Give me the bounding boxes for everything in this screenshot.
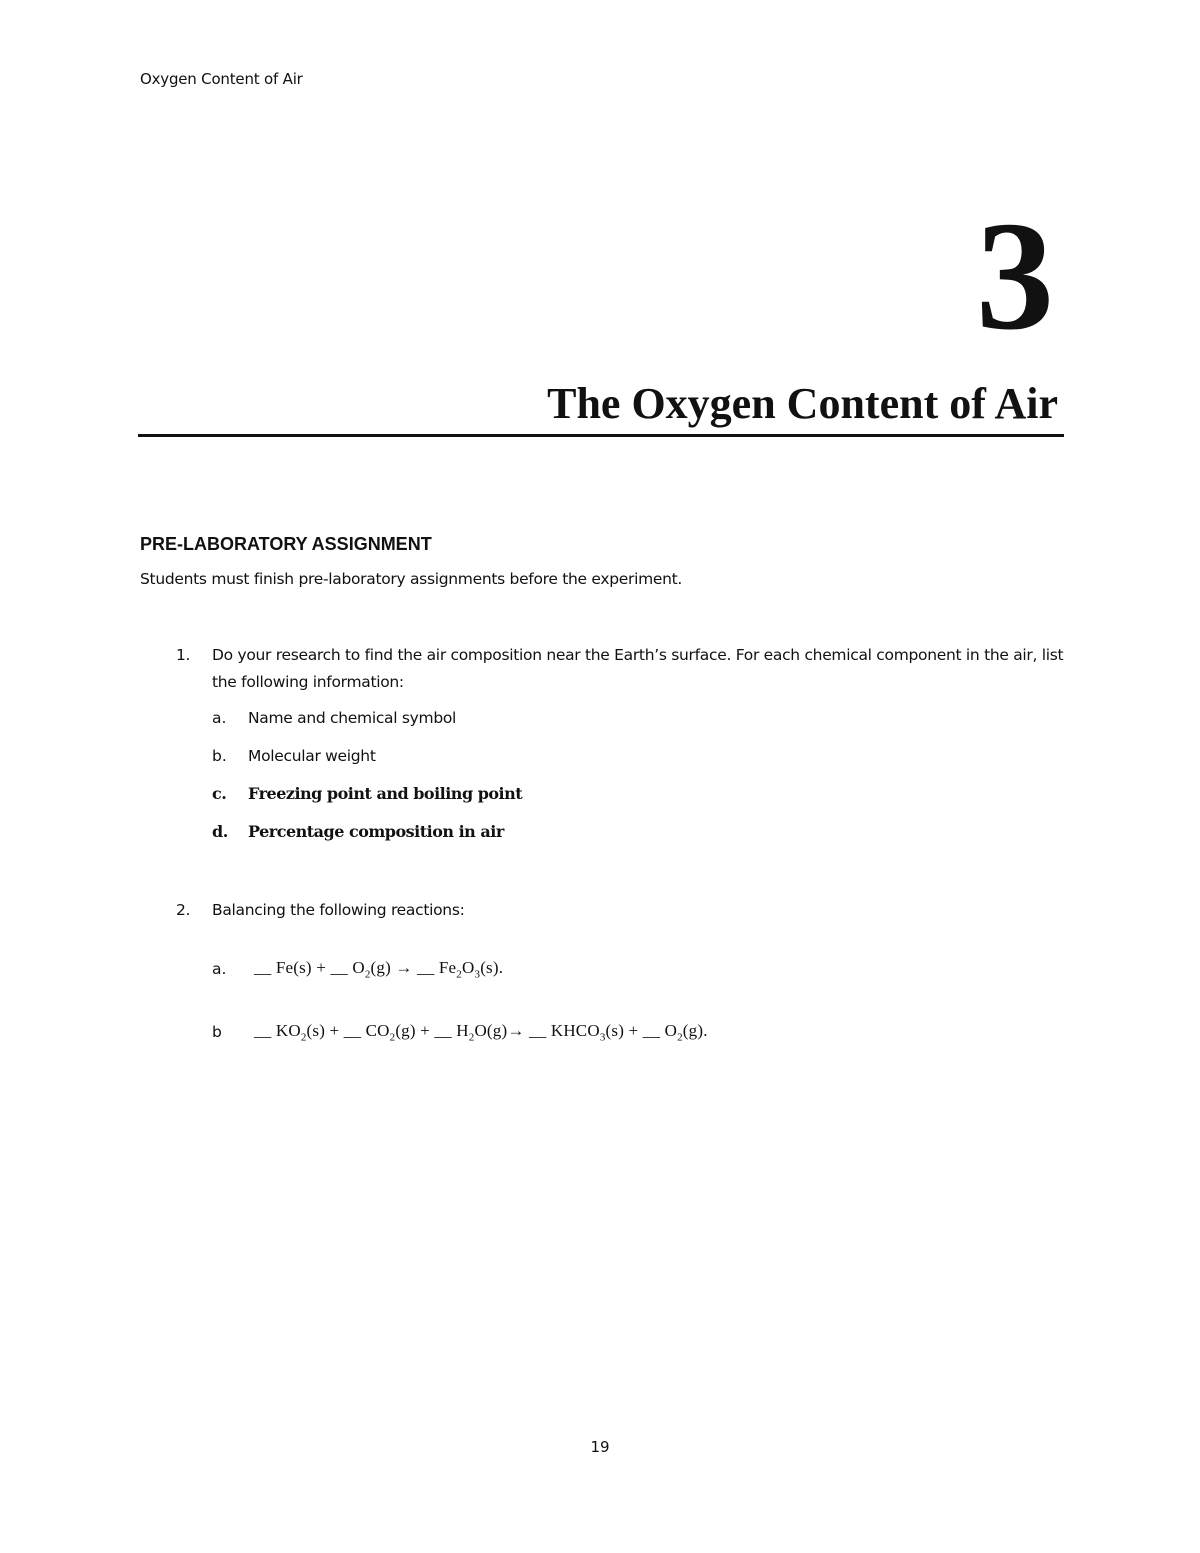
question-1-number: 1. <box>176 646 191 664</box>
item-1a-label: a. <box>212 709 227 727</box>
item-1b-label: b. <box>212 747 227 765</box>
page-number: 19 <box>590 1438 610 1456</box>
item-1d-label: d. <box>212 822 228 841</box>
question-1-text: Do your research to find the air composition near the Earth’s surface. For each chemical component in the air, list the following information: <box>212 646 1064 691</box>
running-header: Oxygen Content of Air <box>140 70 303 88</box>
equation-a: __ Fe(s) + __ $O_2(g)$ → __ $Fe_2O_3(s)$. <box>254 958 504 981</box>
item-1a-text: Name and chemical symbol <box>248 709 457 727</box>
item-1c-text: Freezing point and boiling point <box>248 784 523 803</box>
intro-text: Students must finish pre-laboratory assignments before the experiment. <box>140 570 683 588</box>
item-1c-label: c. <box>212 784 227 803</box>
title-rule <box>138 434 1064 437</box>
question-2-text: Balancing the following reactions: <box>212 901 465 919</box>
chapter-title: The Oxygen Content of Air <box>547 379 1058 428</box>
equation-a-label: a. <box>212 960 227 978</box>
equation-b: __ $KO_2(s)$ + __ $CO_2(g)$ + __ $H_2O(g)\to$ __ $KHCO_3(s)$ + __ $O_2(g)$. <box>254 1021 708 1044</box>
section-heading: PRE-LABORATORY ASSIGNMENT <box>140 534 432 554</box>
chapter-number: 3 <box>976 189 1054 362</box>
equation-b-label: b <box>212 1023 222 1041</box>
item-1b-text: Molecular weight <box>248 747 376 765</box>
item-1d-text: Percentage composition in air <box>248 822 504 841</box>
question-2-number: 2. <box>176 901 191 919</box>
